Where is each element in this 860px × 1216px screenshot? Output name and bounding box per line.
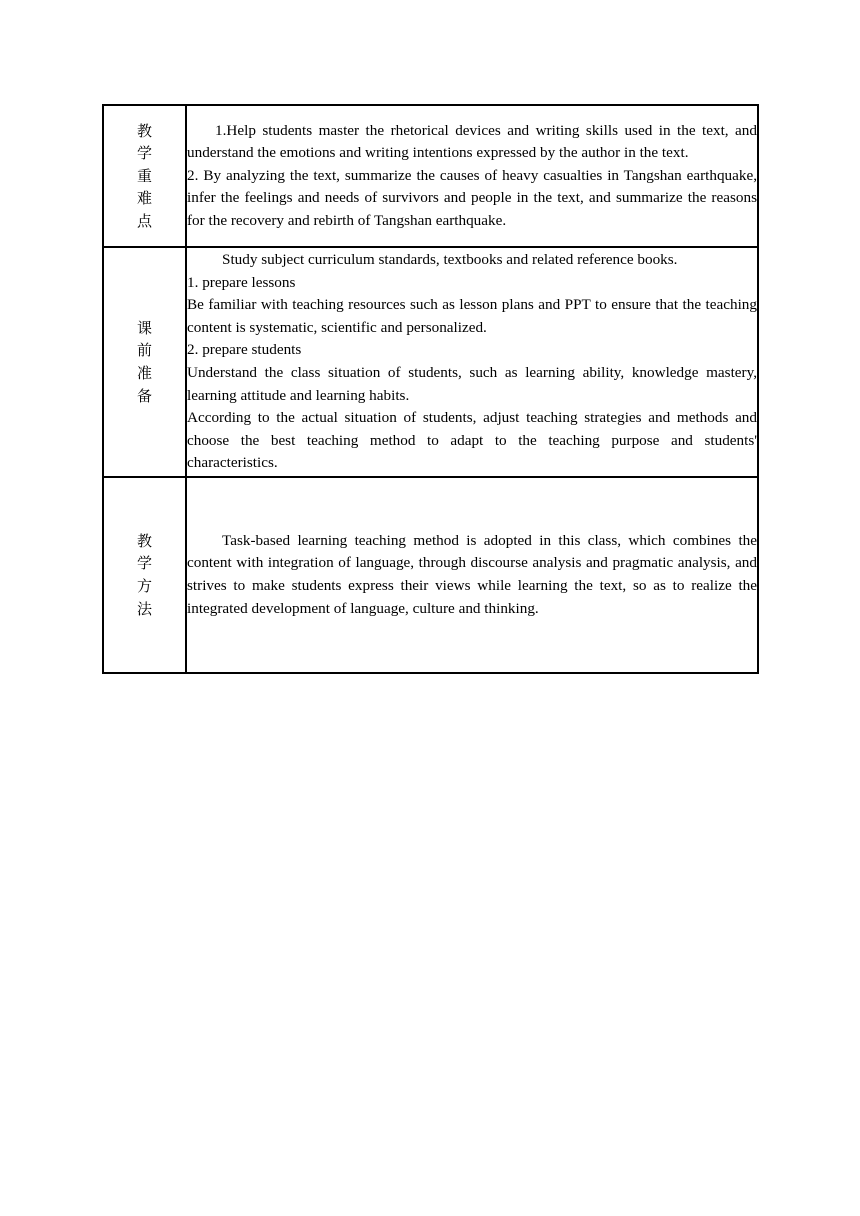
paragraph: 1. prepare lessons xyxy=(187,273,296,291)
paragraph: According to the actual situation of students, adjust teaching strategies and methods and choose the best teaching method to adapt to the teaching purpose and students' characteristics. xyxy=(187,409,757,472)
label-char: 点 xyxy=(136,211,152,230)
label-char: 难 xyxy=(136,189,152,208)
label-char: 前 xyxy=(136,341,152,360)
paragraph: Be familiar with teaching resources such as lesson plans and PPT to ensure that the teaching content is systematic, scientific and personalized. xyxy=(187,296,757,336)
label-char: 课 xyxy=(136,318,152,337)
label-char: 学 xyxy=(136,144,152,163)
label-char: 学 xyxy=(136,554,152,573)
paragraph: 2. prepare students xyxy=(187,341,302,359)
paragraph: 1.Help students master the rhetorical devices and writing skills used in the text, and understand the emotions and writing intentions expressed by the author in the text. xyxy=(187,121,757,162)
label-char: 方 xyxy=(136,577,152,595)
paragraph: 2. By analyzing the text, summarize the causes of heavy casualties in Tangshan earthquake, infer the feelings and needs of survivors and people in the text, and summarize the reasons for the recovery and rebirth of Tangshan earthquake. xyxy=(187,166,757,229)
paragraph: Understand the class situation of students, such as learning ability, knowledge mastery, learning attitude and learning habits. xyxy=(187,364,757,404)
table-row-pre-class-preparation xyxy=(103,247,758,477)
paragraph: Study subject curriculum standards, textbooks and related reference books. xyxy=(222,251,678,269)
paragraph: Task-based learning teaching method is adopted in this class, which combines the content with integration of language, through discourse analysis and pragmatic analysis, and strives to make students express their views while learning the text, so as to realize the integrated development of language, culture and thinking. xyxy=(187,531,757,617)
table-row-key-difficult-points xyxy=(103,105,758,247)
row-label-teaching-method xyxy=(103,477,186,673)
row-content-teaching-method xyxy=(186,477,758,673)
lesson-plan-table xyxy=(102,104,759,674)
label-char: 法 xyxy=(136,599,152,618)
label-char: 教 xyxy=(136,121,152,140)
label-char: 教 xyxy=(136,531,152,550)
row-content-pre-class-preparation xyxy=(186,247,758,477)
label-char: 准 xyxy=(136,364,152,382)
row-label-pre-class-preparation xyxy=(103,247,186,477)
table-row-teaching-method xyxy=(103,477,758,673)
label-char: 备 xyxy=(136,386,152,405)
row-content-key-difficult-points xyxy=(186,105,758,247)
label-char: 重 xyxy=(136,166,152,185)
row-label-key-difficult-points xyxy=(103,105,186,247)
